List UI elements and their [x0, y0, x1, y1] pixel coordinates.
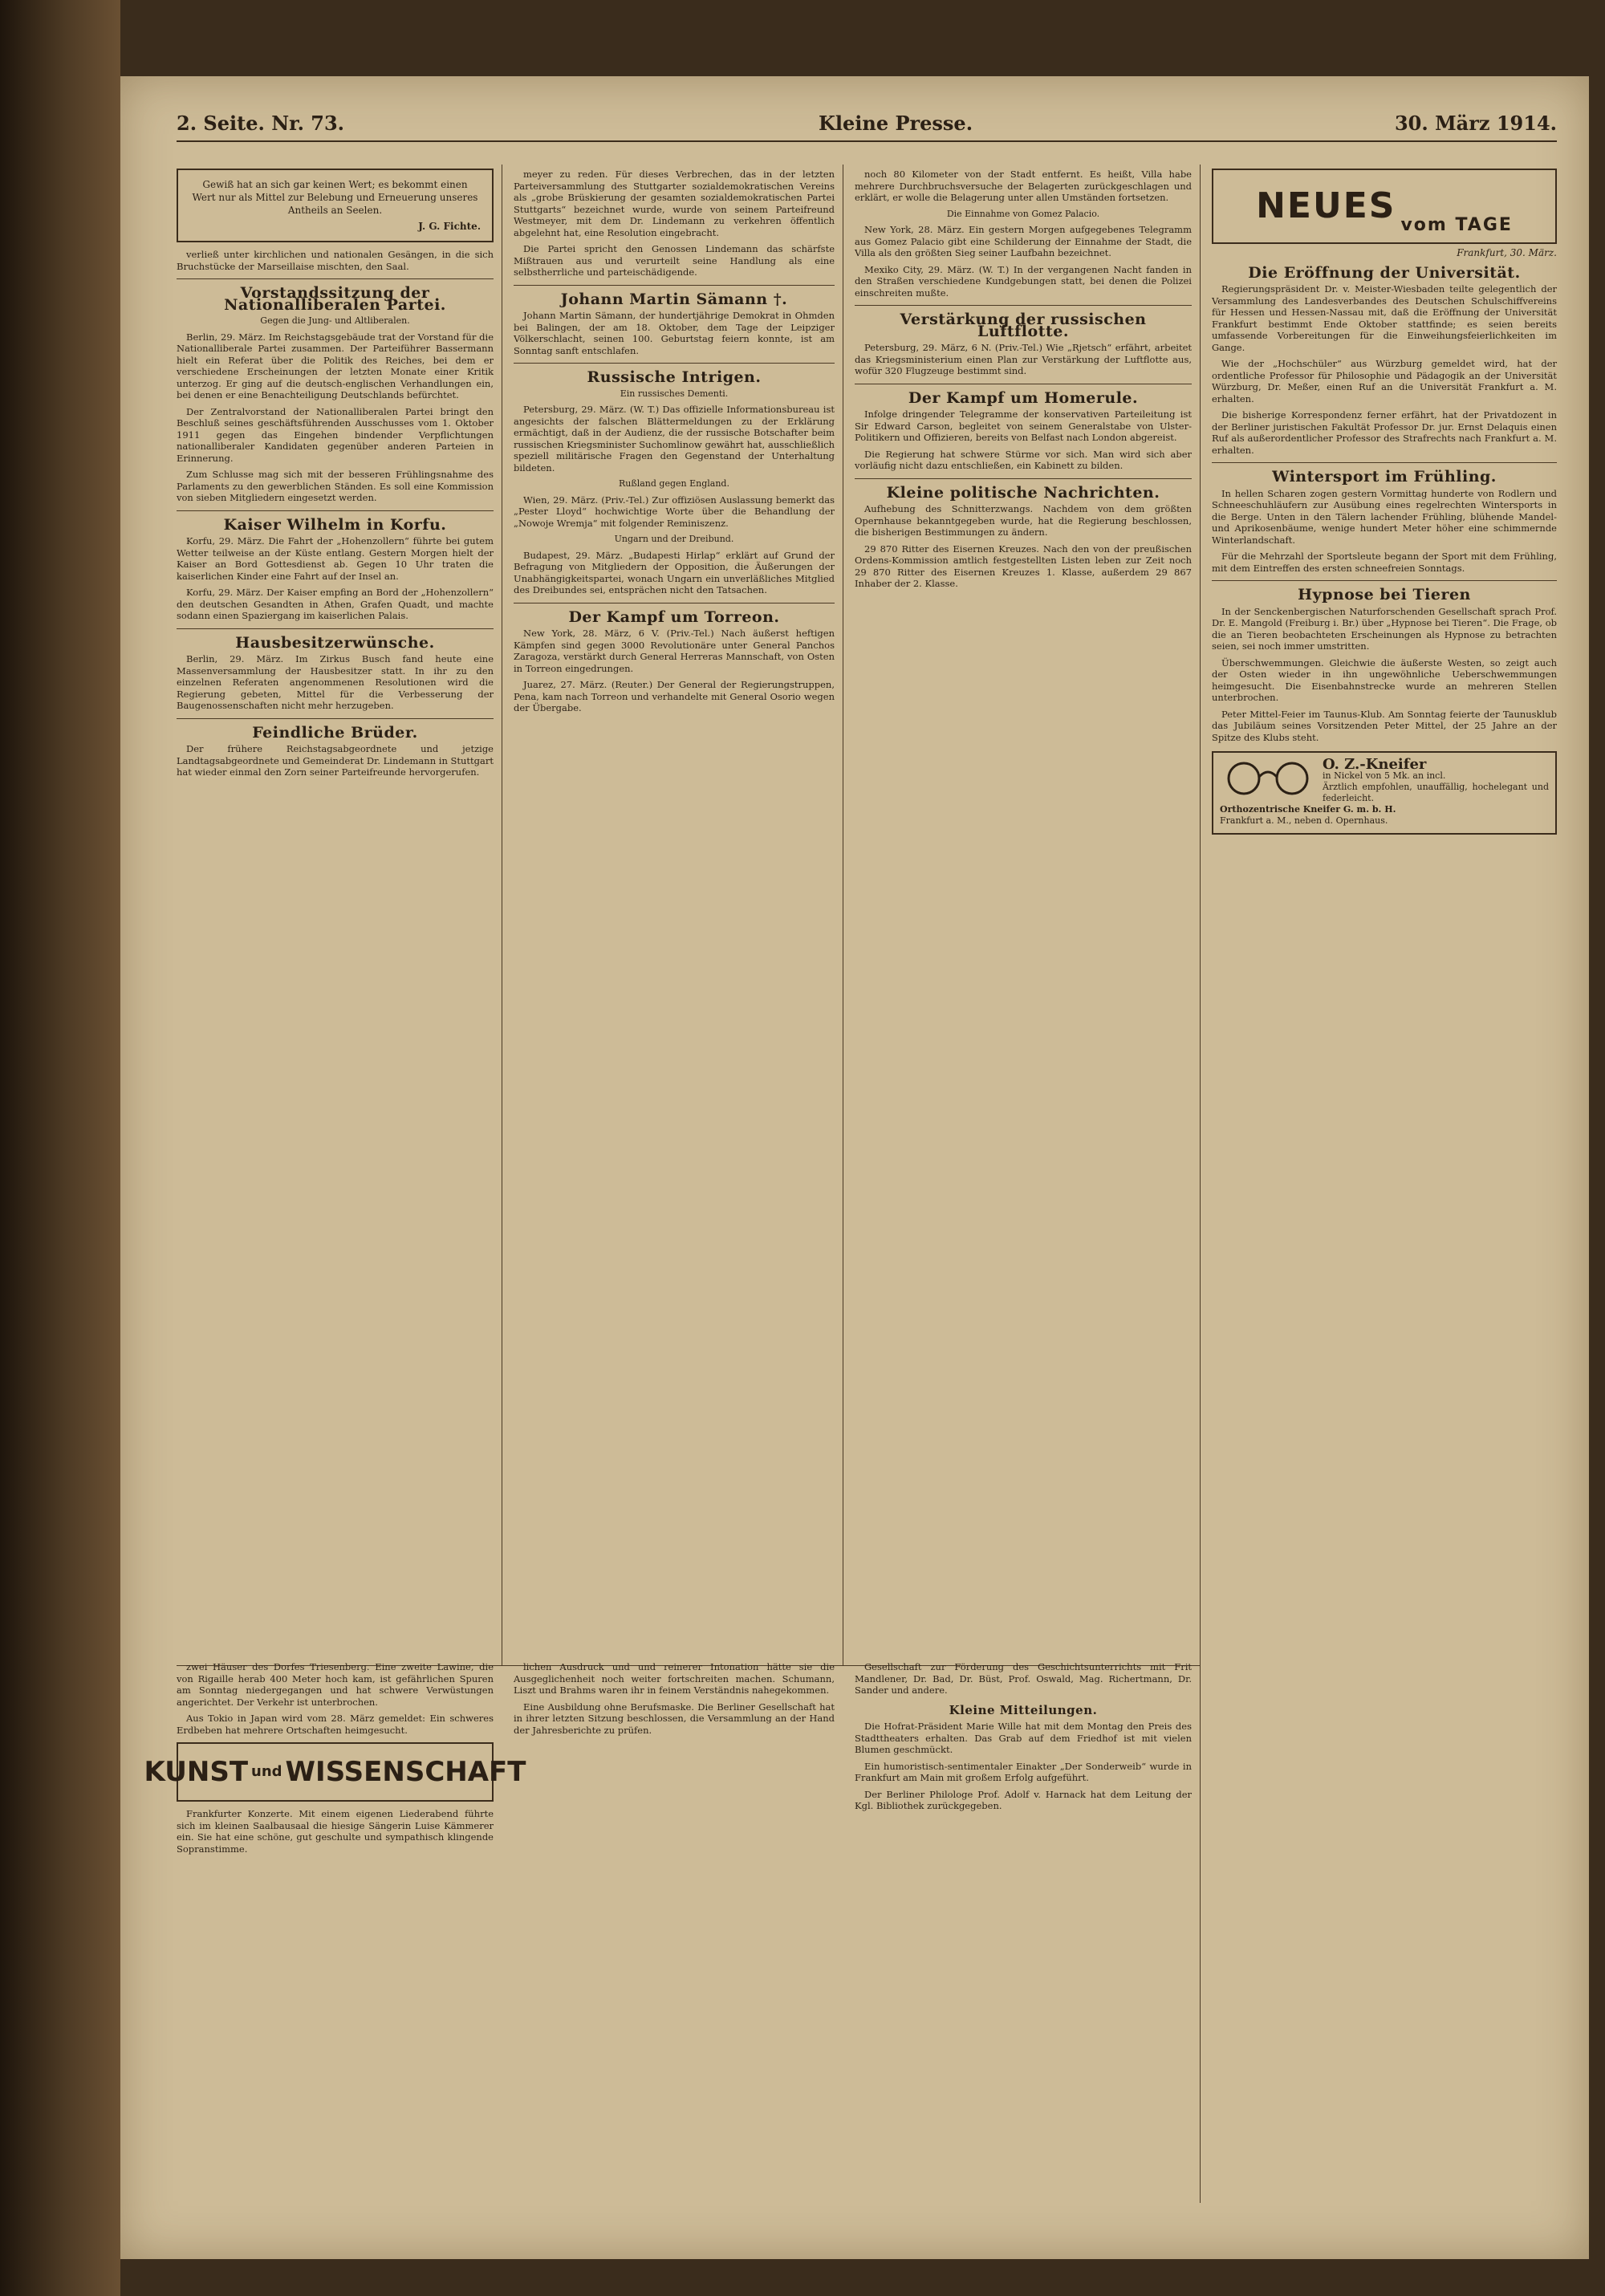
- headline: Die Eröffnung der Universität.: [1248, 263, 1521, 282]
- paragraph: New York, 28. März. Ein gestern Morgen aufgegebenes Telegramm aus Gomez Palacio gibt eine Schilderung der Einnahme der Stadt, die Villa als den größten Sieg seiner Laufbahn bezeichnet.: [855, 224, 1192, 258]
- kunst-und-wissenschaft-banner: [144, 1742, 526, 1802]
- paragraph: Frankfurter Konzerte. Mit einem eigenen Liederabend führte sich im kleinen Saalbausaal die hiesige Sängerin Luise Kämmerer ein. Sie hat eine schöne, gut geschulte und sympathisch klingende Sopranstimme.: [177, 1808, 494, 1855]
- advertisement: [1212, 751, 1557, 835]
- paragraph: Mexiko City, 29. März. (W. T.) In der vergangenen Nacht fanden in den Straßen verschiedene Kundgebungen statt, bei denen die Polizei einschreiten mußte.: [855, 263, 1192, 299]
- paragraph: Johann Martin Sämann, der hundertjährige Demokrat in Ohmden bei Balingen, der am 18. Oktober, dem Tage der Leipziger Völkerschlacht, seinen 100. Geburtstag feiern konnte, ist am Sonntag sanft entschlafen.: [514, 310, 835, 356]
- column-2: [514, 169, 835, 1661]
- quote-text: Gewiß hat an sich gar keinen Wert; es bekommt einen Wert nur als Mittel zur Belebung und Erneuerung unseres Antheils an Seelen.: [192, 179, 478, 216]
- subheadline: Gegen die Jung- und Altliberalen.: [260, 315, 410, 326]
- ad-line: Ärztlich empfohlen, unauffällig, hochelegant und federleicht.: [1323, 782, 1549, 803]
- ad-address: Frankfurt a. M., neben d. Opernhaus.: [1220, 815, 1388, 826]
- lower-column-3: [855, 1661, 1192, 2159]
- paragraph: Peter Mittel-Feier im Taunus-Klub. Am Sonntag feierte der Taunusklub das Jubiläum seines Vorsitzenden Peter Mittel, der 25 Jahre an der Spitze des Klubs steht.: [1212, 708, 1557, 743]
- headline: Hausbesitzerwünsche.: [235, 633, 435, 652]
- headline: Hypnose bei Tieren: [1298, 586, 1471, 603]
- headline: Wintersport im Frühling.: [1272, 468, 1497, 486]
- paragraph: Die bisherige Korrespondenz ferner erfährt, hat der Privatdozent in der Berliner juristischen Fakultät Professor Dr. jur. Ernst Delaquis einen Ruf als außerordentlicher Professor des Strafrechts nach Frankfurt a. M. erhalten.: [1212, 409, 1557, 456]
- headline: Verstärkung der russischen Luftflotte.: [900, 311, 1147, 340]
- page-number: 2. Seite. Nr. 73.: [177, 112, 345, 135]
- subheadline: Die Einnahme von Gomez Palacio.: [946, 208, 1100, 219]
- column-4: [1212, 169, 1557, 2207]
- quote-author: J. G. Fichte.: [418, 221, 481, 232]
- paragraph: Berlin, 29. März. Im Zirkus Busch fand heute eine Massenversammlung der Hausbesitzer statt. In ihr zu den einzelnen Referaten angenommenen Resolutionen wird die Regierung gebeten, Mittel für die Verbesserung der Baugenossenschaften nicht mehr herzugeben.: [177, 653, 494, 711]
- subheadline: Rußland gegen England.: [619, 478, 729, 489]
- paragraph: Aufhebung des Schnitterzwangs. Nachdem von dem größten Opernhause bekanntgegeben wurde, hat die Regierung beschlossen, die bisherigen Bestimmungen zu ändern.: [855, 503, 1192, 538]
- paragraph: Aus Tokio in Japan wird vom 28. März gemeldet: Ein schweres Erdbeben hat mehrere Ortschaften heimgesucht.: [177, 1713, 494, 1736]
- headline: Feindliche Brüder.: [252, 723, 418, 742]
- newspaper-page: [120, 76, 1589, 2259]
- dateline: Frankfurt, 30. März.: [1457, 247, 1557, 258]
- paragraph: Der Zentralvorstand der Nationalliberalen Partei bringt den Beschluß seines geschäftsführenden Ausschusses vom 1. Oktober 1911 gegen das Eingehen bindender Verpflichtungen nationalliberaler Kandidaten gegenüber anderen Parteien in Erinnerung.: [177, 405, 494, 464]
- headline: Kaiser Wilhelm in Korfu.: [223, 515, 447, 534]
- quote-box: [177, 169, 494, 242]
- paragraph: Wien, 29. März. (Priv.-Tel.) Zur offiziösen Auslassung bemerkt das „Pester Lloyd“ hochwichtige Worte über die Behandlung der „Nowoje Wremja“ mit folgender Reminiszenz.: [514, 494, 835, 529]
- headline: Kleine Mitteilungen.: [949, 1702, 1098, 1717]
- paragraph: Überschwemmungen. Gleichwie die äußerste Westen, so zeigt auch der Osten wieder in ihn ungewöhnliche Ueberschwemmungen heimgesucht. Die Eisenbahnstrecke wurde an mehreren Stellen unterbrochen.: [1212, 656, 1557, 703]
- paragraph: Berlin, 29. März. Im Reichstagsgebäude trat der Vorstand für die Nationalliberale Partei zusammen. Der Parteiführer Bassermann hielt ein Referat über die Politik des Reiches, bei dem er verschiedene Erscheinungen der letzten Monate einer Kritik unterzog. Er ging auf die deutsch-englischen Verhandlungen ein, bei denen er eine Benachteiligung Deutschlands befürchtet.: [177, 331, 494, 400]
- paragraph: Die Partei spricht den Genossen Lindemann das schärfste Mißtrauen aus und verurteilt seine Handlung als eine selbstherrliche und parteischädigende.: [514, 243, 835, 278]
- banner-main: NEUES: [1256, 185, 1396, 226]
- paragraph: Gesellschaft zur Förderung des Geschichtsunterrichts mit Frit Mandlener, Dr. Bad, Dr. Büst, Prof. Oswald, Mag. Richertmann, Dr. Sander und andere.: [855, 1661, 1192, 1696]
- paragraph: Der frühere Reichstagsabgeordnete und jetzige Landtagsabgeordnete und Gemeinderat Dr. Lindemann in Stuttgart hat wieder einmal den Zorn seiner Parteifreunde hervorgerufen.: [177, 743, 494, 778]
- paragraph: Die Regierung hat schwere Stürme vor sich. Man wird sich aber vorläufig nicht dazu entschließen, ein Kabinett zu bilden.: [855, 448, 1192, 471]
- neues-vom-tage-banner: [1212, 169, 1557, 244]
- paragraph: New York, 28. März, 6 V. (Priv.-Tel.) Nach äußerst heftigen Kämpfen sind gegen 3000 Revolutionäre unter General Panchos Zaragoza, verstärkt durch General Herreras Mannschaft, von Osten in Torreon eingedrungen.: [514, 628, 835, 674]
- paragraph: lichen Ausdruck und und reinerer Intonation hätte sie die Ausgeglichenheit noch weiter fortschreiten machen. Schumann, Liszt und Brahms waren ihr in feinem Verständnis nahegekommen.: [514, 1661, 835, 1696]
- paragraph: Juarez, 27. März. (Reuter.) Der General der Regierungstruppen, Pena, kam nach Torreon und verhandelte mit General Osorio wegen der Übergabe.: [514, 679, 835, 713]
- paper-title: Kleine Presse.: [819, 112, 973, 135]
- lower-column-2: [514, 1661, 835, 2159]
- headline: Kleine politische Nachrichten.: [886, 483, 1160, 502]
- subheadline: Ein russisches Dementi.: [620, 388, 729, 399]
- paragraph: Regierungspräsident Dr. v. Meister-Wiesbaden teilte gelegentlich der Versammlung des Landesverbandes des Deutschen Schulschiffvereins für Hessen und Hessen-Nassau mit, daß die Eröffnung der Universität Frankfurt bestimmt Ende Oktober stattfinde; es seien bereits umfassende Vorbereitungen für die Einweihungsfeierlichkeiten im Gange.: [1212, 283, 1557, 353]
- headline: Vorstandssitzung der Nationalliberalen Partei.: [224, 284, 446, 314]
- headline: Johann Martin Sämann †.: [560, 290, 788, 308]
- headline: Russische Intrigen.: [587, 368, 762, 386]
- paragraph: Petersburg, 29. März. (W. T.) Das offizielle Informationsbureau ist angesichts der falschen Blättermeldungen zu der Erklärung ermächtigt, daß in der Audienz, die der russische Botschafter beim russischen Kriegsminister Suchomlinow gewährt hat, ausschließlich speziell militärische Fragen den Gegenstand der Unterhaltung bildeten.: [514, 404, 835, 473]
- paragraph: Eine Ausbildung ohne Berufsmaske. Die Berliner Gesellschaft hat in ihrer letzten Sitzung beschlossen, die Versammlung an der Hand der Jahresberichte zu prüfen.: [514, 1701, 835, 1736]
- headline: Der Kampf um Homerule.: [908, 388, 1139, 407]
- lower-column-1: [144, 1661, 526, 2159]
- issue-date: 30. März 1914.: [1394, 112, 1557, 135]
- paragraph: meyer zu reden. Für dieses Verbrechen, das in der letzten Parteiversammlung des Stuttgarter sozialdemokratischen Vereins als „grobe Brüskierung der gesamten sozialdemokratischen Partei Stuttgarts“ bezeichnet wurde, wurde von seinem Parteifreund Westmeyer, mit dem Dr. Lindemann zu verkehren öffentlich abgelehnt hat, eine Resolution eingebracht.: [514, 169, 835, 238]
- banner-und: und: [251, 1762, 282, 1780]
- banner-wissenschaft: WISSENSCHAFT: [285, 1755, 526, 1788]
- paragraph: noch 80 Kilometer von der Stadt entfernt. Es heißt, Villa habe mehrere Durchbruchsversuche der Belagerten zurückgeschlagen und erklärt, er wolle die Belagerung unter allen Umständen fortsetzen.: [855, 169, 1192, 203]
- paragraph: Budapest, 29. März. „Budapesti Hirlap“ erklärt auf Grund der Befragung von Mitgliedern der Opposition, die Äußerungen der Unabhängigkeitspartei, wonach Ungarn ein unverläßliches Mitglied des Dreibundes sei, entsprächen nicht den Tatsachen.: [514, 549, 835, 595]
- paragraph: Ein humoristisch-sentimentaler Einakter „Der Sonderweib“ wurde in Frankfurt am Main mit großem Erfolg aufgeführt.: [855, 1760, 1192, 1783]
- subheadline: Ungarn und der Dreibund.: [614, 534, 734, 544]
- column-1: [177, 169, 494, 1661]
- book-spine: [0, 0, 120, 2296]
- paragraph: Zum Schlusse mag sich mit der besseren Frühlingsnahme des Parlaments zu den gewerblichen Ständen. Es soll eine Kommission von sieben Mitgliedern eingesetzt werden.: [177, 469, 494, 503]
- masthead: [177, 108, 1557, 142]
- paragraph: Infolge dringender Telegramme der konservativen Parteileitung ist Sir Edward Carson, begleitet von seinem Generalstabe von Ulster-Politikern und Offizieren, bereits von Belfast nach London abgereist.: [855, 408, 1192, 443]
- paragraph: Korfu, 29. März. Die Fahrt der „Hohenzollern“ führte bei gutem Wetter teilweise an der Küste entlang. Gestern Morgen hielt der Kaiser an Bord Gottesdienst ab. Gegen 10 Uhr traten die kaiserlichen Kinder eine Fahrt auf der Insel an.: [177, 535, 494, 582]
- paragraph: Petersburg, 29. März, 6 N. (Priv.-Tel.) Wie „Rjetsch“ erfährt, arbeitet das Kriegsministerium einen Plan zur Verstärkung der Luftflotte aus, wofür 320 Flugzeuge bestimmt sind.: [855, 342, 1192, 376]
- paragraph: Die Hofrat-Präsident Marie Wille hat mit dem Montag den Preis des Stadttheaters erhalten. Das Grab auf dem Friedhof ist mit vielen Blumen geschmückt.: [855, 1721, 1192, 1755]
- banner-small: vom TAGE: [1400, 214, 1513, 235]
- column-3: [855, 169, 1192, 1661]
- paragraph: In hellen Scharen zogen gestern Vormittag hunderte von Rodlern und Schneeschuhläufern zur Ausübung eines regelrechten Wintersports in die Berge. Unten in den Tälern lachender Frühling, blühende Mandel- und Aprikosenbäume, wenige hundert Meter höher eine schimmernde Winterlandschaft.: [1212, 487, 1557, 546]
- paragraph: Der Berliner Philologe Prof. Adolf v. Harnack hat dem Leitung der Kgl. Bibliothek zurückgegeben.: [855, 1788, 1192, 1811]
- paragraph: Für die Mehrzahl der Sportsleute begann der Sport mit dem Frühling, mit dem Eintreffen des ersten schneefreien Sonntags.: [1212, 551, 1557, 574]
- headline: Der Kampf um Torreon.: [568, 608, 780, 626]
- pince-nez-icon: [1220, 759, 1316, 796]
- ad-line: in Nickel von 5 Mk. an incl.: [1323, 770, 1446, 781]
- banner-kunst: KUNST: [144, 1755, 249, 1788]
- ad-title: O. Z.-Kneifer: [1323, 756, 1427, 773]
- paragraph: In der Senckenbergischen Naturforschenden Gesellschaft sprach Prof. Dr. E. Mangold (Freiburg i. Br.) über „Hypnose bei Tieren“. Die Frage, ob die an Tieren beobachteten Erscheinungen als Hypnose zu betrachten seien, sei noch immer umstritten.: [1212, 605, 1557, 652]
- paragraph: Wie der „Hochschüler“ aus Würzburg gemeldet wird, hat der ordentliche Professor für Philosophie und Pädagogik an der Universität Würzburg, Dr. Meßer, einen Ruf an die Universität Frankfurt a. M. erhalten.: [1212, 358, 1557, 404]
- paragraph: 29 870 Ritter des Eisernen Kreuzes. Nach den von der preußischen Ordens-Kommission amtlich festgestellten Listen leben zur Zeit noch 29 870 Ritter des Eisernen Kreuzes 1. Klasse, außerdem 29 867 Inhaber der 2. Klasse.: [855, 543, 1192, 589]
- column-divider: [1200, 165, 1201, 2203]
- paragraph: verließ unter kirchlichen und nationalen Gesängen, in die sich Bruchstücke der Marseillaise mischten, den Saal.: [177, 249, 494, 272]
- paragraph: zwei Häuser des Dorfes Triesenberg. Eine zweite Lawine, die von Rigaille herab 400 Meter hoch kam, ist gefährlichen Spuren am Sonntag niedergegangen und hat schwere Verwüstungen angerichtet. Der Verkehr ist unterbrochen.: [177, 1661, 494, 1708]
- ad-company: Orthozentrische Kneifer G. m. b. H.: [1220, 804, 1396, 815]
- paragraph: Korfu, 29. März. Der Kaiser empfing an Bord der „Hohenzollern“ den deutschen Gesandten in Athen, Grafen Quadt, und machte sodann einen Spaziergang im kaiserlichen Palais.: [177, 587, 494, 621]
